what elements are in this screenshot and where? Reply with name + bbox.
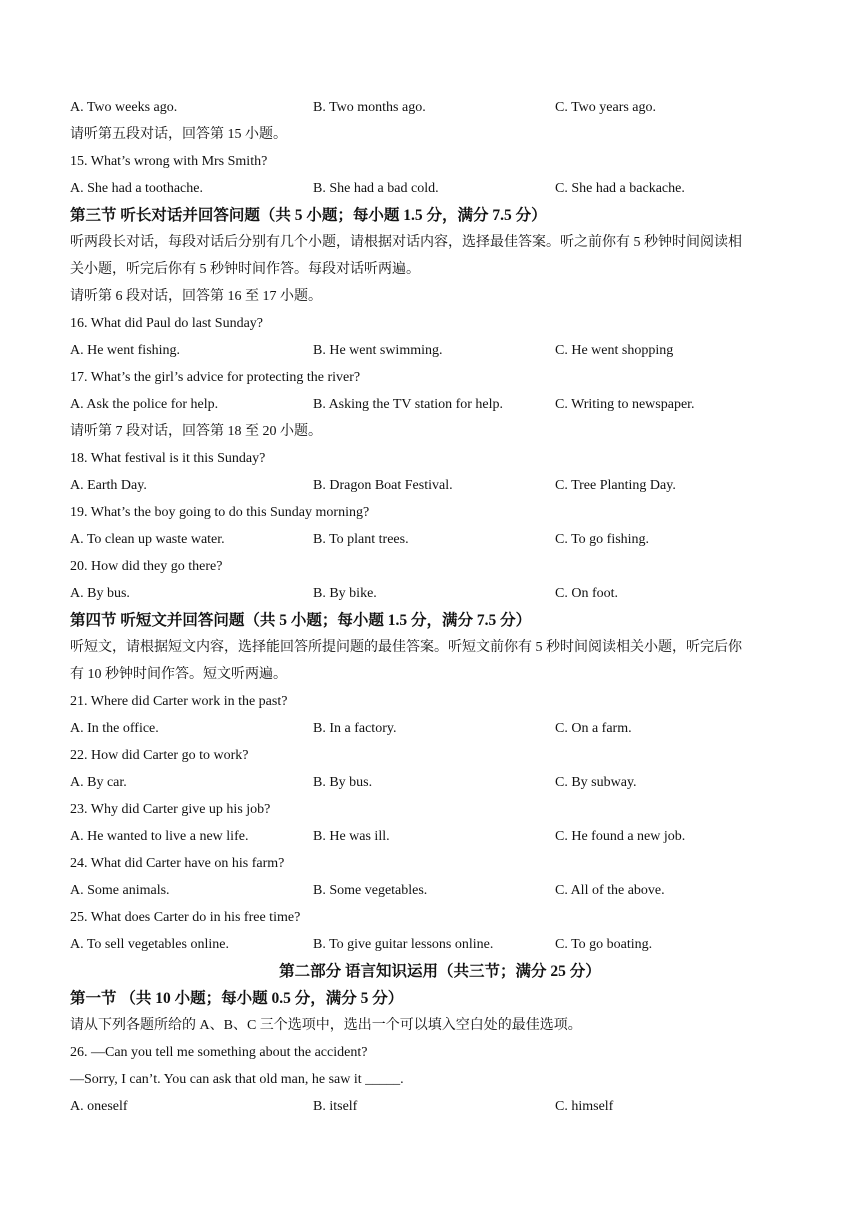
option-b: B. To plant trees. (313, 532, 409, 547)
option-c: C. On foot. (555, 586, 618, 601)
option-c: C. To go fishing. (555, 532, 650, 547)
option-b: B. She had a bad cold. (313, 181, 439, 196)
option-c: C. She had a backache. (555, 181, 685, 196)
option-a: A. To clean up waste water. (70, 532, 225, 547)
option-c: C. Two years ago. (555, 100, 657, 115)
option-b: B. He went swimming. (313, 343, 443, 358)
question: 15. What’s wrong with Mrs Smith? (70, 154, 268, 169)
text-line: —Sorry, I can’t. You can ask that old man, he saw it _____. (70, 1072, 404, 1087)
option-b: B. Two months ago. (313, 100, 426, 115)
section-heading: 第四节 听短文并回答问题（共 5 小题；每小题 1.5 分，满分 7.5 分） (70, 612, 532, 629)
text-line: 有 10 秒钟时间作答。短文听两遍。 (70, 667, 287, 682)
question: 21. Where did Carter work in the past? (70, 694, 288, 709)
text-line: 请听第 7 段对话，回答第 18 至 20 小题。 (70, 424, 322, 439)
option-a: A. In the office. (70, 721, 159, 736)
option-b: B. Some vegetables. (313, 883, 428, 898)
answer-options (70, 931, 810, 958)
section-heading: 第一节 （共 10 小题；每小题 0.5 分，满分 5 分） (70, 990, 404, 1007)
answer-options (70, 1093, 810, 1120)
answer-options (70, 337, 810, 364)
answer-options (70, 769, 810, 796)
option-b: B. Dragon Boat Festival. (313, 478, 453, 493)
option-c: C. Writing to newspaper. (555, 397, 695, 412)
option-c: C. He went shopping (555, 343, 674, 358)
question: 19. What’s the boy going to do this Sunday morning? (70, 505, 370, 520)
option-a: A. By car. (70, 775, 127, 790)
option-b: B. itself (313, 1099, 358, 1114)
option-a: A. Some animals. (70, 883, 170, 898)
option-c: C. By subway. (555, 775, 637, 790)
option-c: C. On a farm. (555, 721, 632, 736)
option-a: A. He went fishing. (70, 343, 181, 358)
answer-options (70, 391, 810, 418)
question: 16. What did Paul do last Sunday? (70, 316, 263, 331)
option-a: A. oneself (70, 1099, 128, 1114)
option-b: B. By bus. (313, 775, 373, 790)
text-line: 关小题，听完后你有 5 秒钟时间作答。每段对话听两遍。 (70, 262, 420, 277)
option-c: C. All of the above. (555, 883, 665, 898)
question: 24. What did Carter have on his farm? (70, 856, 285, 871)
option-a: A. She had a toothache. (70, 181, 203, 196)
answer-options (70, 715, 810, 742)
question: 23. Why did Carter give up his job? (70, 802, 271, 817)
answer-options (70, 472, 810, 499)
question: 25. What does Carter do in his free time? (70, 910, 301, 925)
question: 26. —Can you tell me something about the accident? (70, 1045, 368, 1060)
option-b: B. In a factory. (313, 721, 397, 736)
answer-options (70, 823, 810, 850)
option-c: C. To go boating. (555, 937, 653, 952)
option-c: C. himself (555, 1099, 614, 1114)
part-heading: 第二部分 语言知识运用（共三节；满分 25 分） (279, 963, 601, 980)
option-b: B. He was ill. (313, 829, 390, 844)
text-line: 请听第 6 段对话，回答第 16 至 17 小题。 (70, 289, 322, 304)
question: 17. What’s the girl’s advice for protecting the river? (70, 370, 361, 385)
text-line: 听短文，请根据短文内容，选择能回答所提问题的最佳答案。听短文前你有 5 秒时间阅读相关小题，听完后你 (70, 640, 742, 655)
answer-options (70, 94, 810, 121)
option-b: B. To give guitar lessons online. (313, 937, 494, 952)
option-c: C. Tree Planting Day. (555, 478, 676, 493)
option-a: A. To sell vegetables online. (70, 937, 229, 952)
option-a: A. By bus. (70, 586, 130, 601)
text-line: 听两段长对话，每段对话后分别有几个小题，请根据对话内容，选择最佳答案。听之前你有 5 秒钟时间阅读相 (70, 235, 742, 250)
section-heading: 第三节 听长对话并回答问题（共 5 小题；每小题 1.5 分，满分 7.5 分） (70, 207, 547, 224)
option-a: A. He wanted to live a new life. (70, 829, 249, 844)
text-line: 请听第五段对话，回答第 15 小题。 (70, 127, 287, 142)
option-a: A. Earth Day. (70, 478, 147, 493)
option-b: B. Asking the TV station for help. (313, 397, 504, 412)
exam-page (70, 94, 810, 1120)
question: 20. How did they go there? (70, 559, 223, 574)
option-b: B. By bike. (313, 586, 377, 601)
answer-options (70, 175, 810, 202)
question: 18. What festival is it this Sunday? (70, 451, 266, 466)
answer-options (70, 580, 810, 607)
question: 22. How did Carter go to work? (70, 748, 249, 763)
answer-options (70, 877, 810, 904)
option-c: C. He found a new job. (555, 829, 686, 844)
answer-options (70, 526, 810, 553)
option-a: A. Ask the police for help. (70, 397, 219, 412)
option-a: A. Two weeks ago. (70, 100, 178, 115)
text-line: 请从下列各题所给的 A、B、C 三个选项中，选出一个可以填入空白处的最佳选项。 (70, 1018, 582, 1033)
